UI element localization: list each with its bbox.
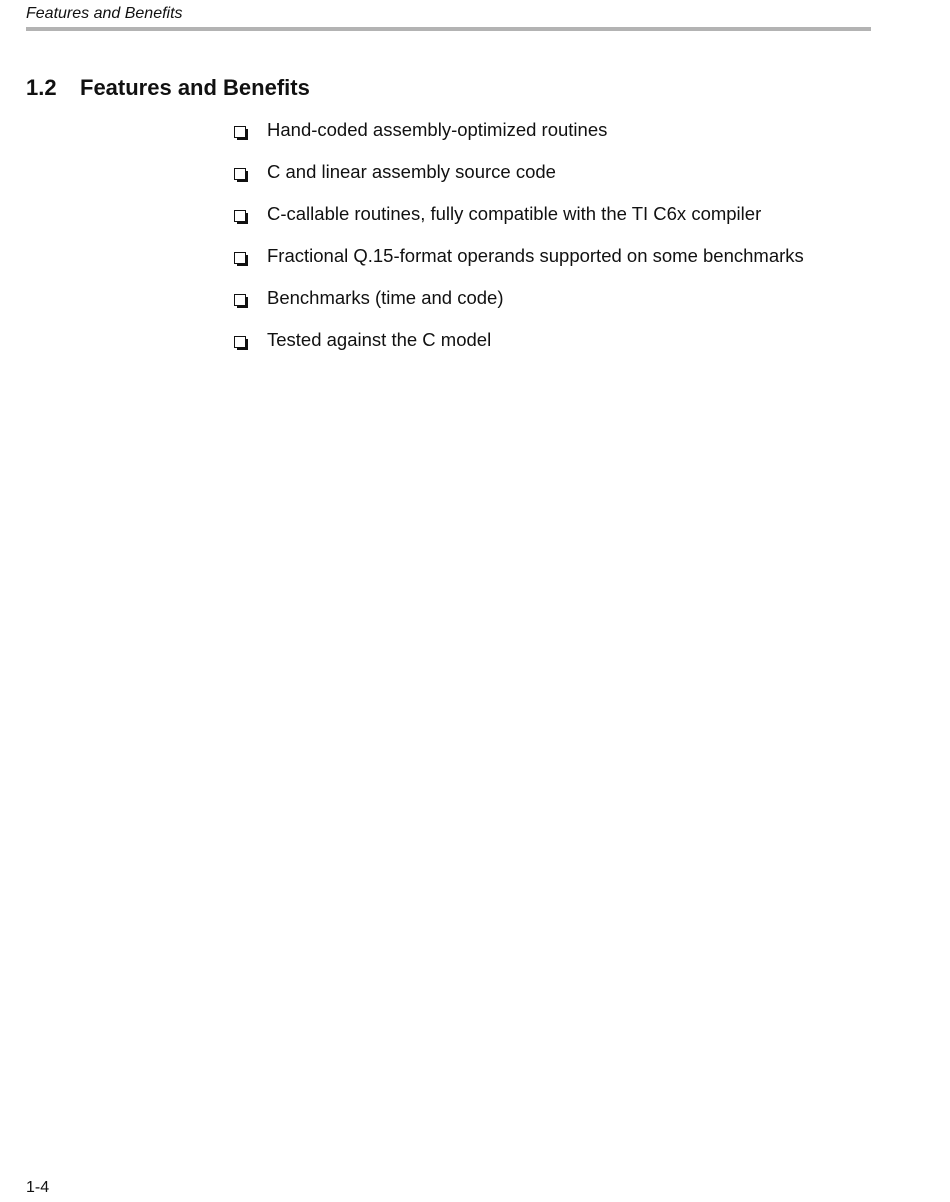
feature-text: Hand-coded assembly-optimized routines [267,119,608,140]
section-heading [26,74,310,102]
checkbox-square-icon [234,294,248,308]
feature-text: C-callable routines, fully compatible with the TI C6x compiler [267,203,762,224]
checkbox-square-icon [234,336,248,350]
feature-text: Benchmarks (time and code) [267,287,504,308]
section-title: Features and Benefits [80,75,310,100]
checkbox-square-icon [234,168,248,182]
section-number: 1.2 [26,75,57,100]
checkbox-square-icon [234,126,248,140]
feature-text: Fractional Q.15-format operands supported on some benchmarks [267,245,804,266]
page-number: 1-4 [26,1179,50,1196]
header-rule [26,27,871,31]
checkbox-square-icon [234,210,248,224]
feature-text: Tested against the C model [267,329,492,350]
running-header: Features and Benefits [26,5,183,22]
checkbox-square-icon [234,252,248,266]
feature-text: C and linear assembly source code [267,161,556,182]
